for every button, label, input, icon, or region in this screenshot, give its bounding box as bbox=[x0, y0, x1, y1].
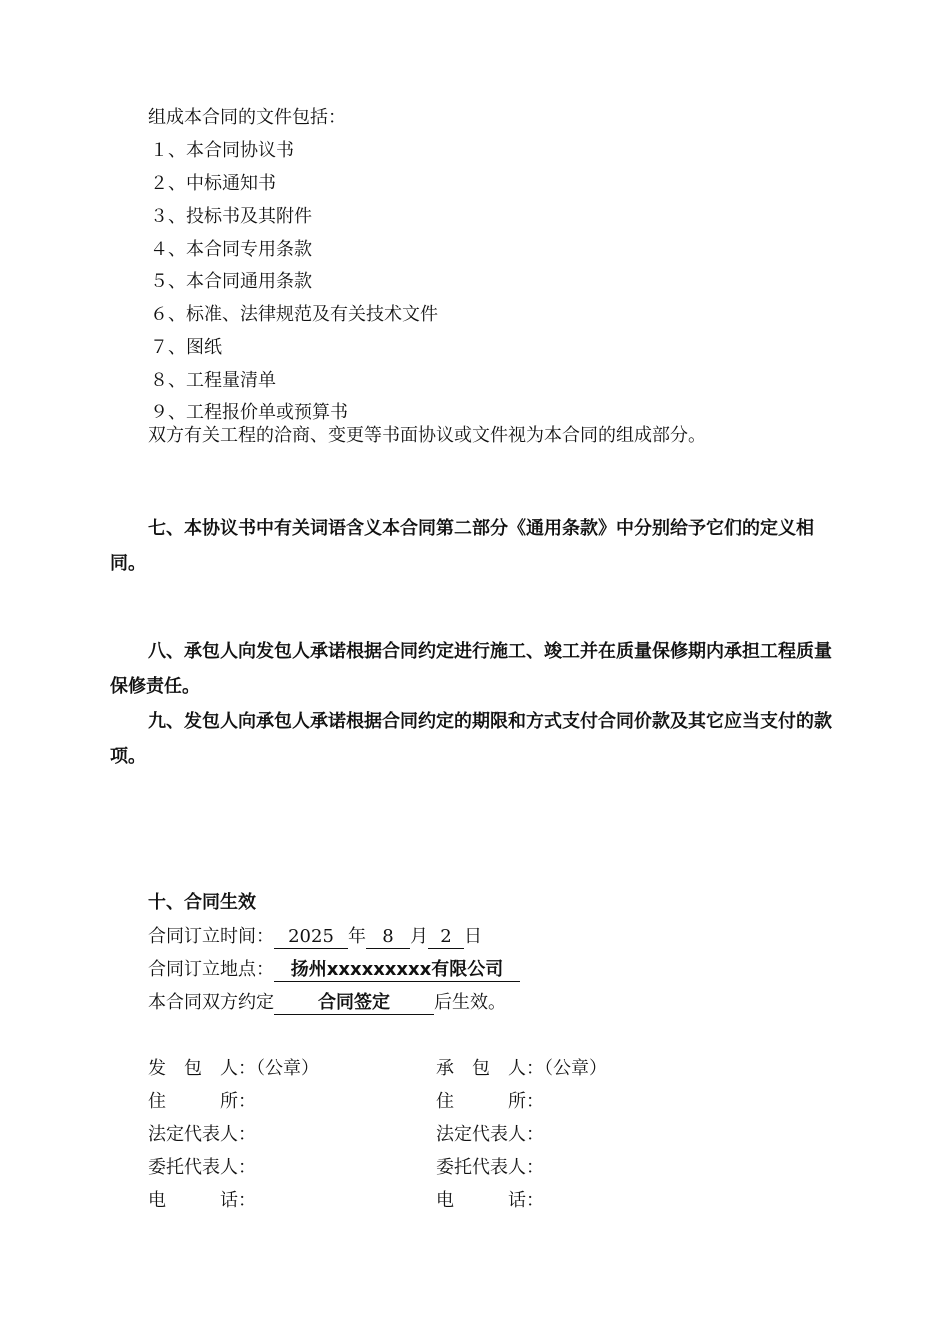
employer-agent: 委托代表人： bbox=[148, 1157, 256, 1178]
contractor-legal-rep: 法定代表人： bbox=[436, 1124, 544, 1145]
effective-condition: 合同签定 bbox=[274, 992, 434, 1015]
signing-place-line bbox=[148, 958, 520, 982]
clause-nine: 九、发包人向承包人承诺根据合同约定的期限和方式支付合同价款及其它应当支付的款项。 bbox=[110, 711, 832, 767]
effective-suffix: 后生效。 bbox=[434, 992, 506, 1013]
contractor-party: 承 包 人：（公章） bbox=[436, 1058, 607, 1079]
clause-eight: 八、承包人向发包人承诺根据合同约定进行施工、竣工并在质量保修期内承担工程质量保修责任。 bbox=[110, 641, 832, 697]
employer-legal-rep: 法定代表人： bbox=[148, 1124, 256, 1145]
signing-date-line bbox=[148, 925, 482, 949]
signing-date-label: 合同订立时间： bbox=[148, 926, 274, 947]
document-item: ２、中标通知书 bbox=[150, 173, 276, 194]
month-unit: 月 bbox=[410, 926, 428, 947]
signing-place-label: 合同订立地点： bbox=[148, 959, 274, 980]
document-item: ７、图纸 bbox=[150, 337, 222, 358]
document-item: １、本合同协议书 bbox=[150, 140, 294, 161]
year-unit: 年 bbox=[348, 926, 366, 947]
employer-address: 住 所： bbox=[148, 1091, 256, 1112]
effect-title: 十、合同生效 bbox=[148, 892, 256, 913]
signing-month: 8 bbox=[366, 926, 410, 949]
contractor-agent: 委托代表人： bbox=[436, 1157, 544, 1178]
signing-place: 扬州xxxxxxxxx有限公司 bbox=[274, 959, 520, 982]
documents-heading: 组成本合同的文件包括： bbox=[148, 107, 346, 128]
clause-seven: 七、本协议书中有关词语含义本合同第二部分《通用条款》中分别给予它们的定义相同。 bbox=[110, 518, 814, 574]
day-unit: 日 bbox=[464, 926, 482, 947]
document-item: ６、标准、法律规范及有关技术文件 bbox=[150, 304, 438, 325]
employer-party: 发 包 人：（公章） bbox=[148, 1058, 319, 1079]
documents-note: 双方有关工程的洽商、变更等书面协议或文件视为本合同的组成部分。 bbox=[148, 425, 706, 446]
contractor-address: 住 所： bbox=[436, 1091, 544, 1112]
document-item: ４、本合同专用条款 bbox=[150, 239, 312, 260]
effective-prefix: 本合同双方约定 bbox=[148, 992, 274, 1013]
signing-day: 2 bbox=[428, 926, 464, 949]
document-item: ９、工程报价单或预算书 bbox=[150, 402, 348, 423]
signing-year: 2025 bbox=[274, 926, 348, 949]
effective-condition-line bbox=[148, 991, 506, 1015]
employer-phone: 电 话： bbox=[148, 1190, 256, 1211]
document-item: ８、工程量清单 bbox=[150, 370, 276, 391]
document-item: ５、本合同通用条款 bbox=[150, 271, 312, 292]
contractor-phone: 电 话： bbox=[436, 1190, 544, 1211]
document-item: ３、投标书及其附件 bbox=[150, 206, 312, 227]
